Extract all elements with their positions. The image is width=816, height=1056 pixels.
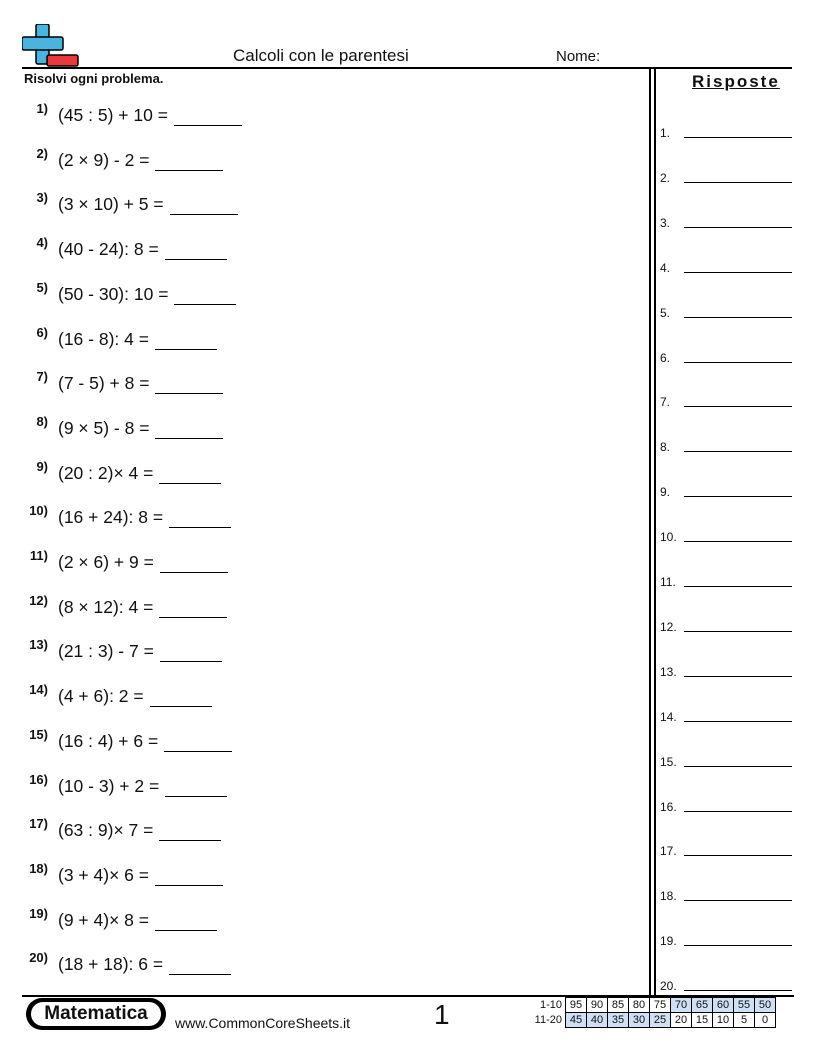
problem-item [20,234,227,260]
answer-row [660,661,792,677]
answer-blank[interactable] [155,375,223,394]
answer-row [660,347,792,363]
instructions: Risolvi ogni problema. [24,71,164,86]
page-title: Calcoli con le parentesi [233,46,409,65]
answer-row [660,122,792,138]
score-cell: 95 [566,998,587,1013]
score-row-label: 1-10 [539,999,562,1011]
answer-line[interactable] [684,137,792,138]
answer-line[interactable] [684,990,792,991]
answer-number: 7. [660,395,671,410]
answer-blank[interactable] [169,956,231,975]
score-row-label: 11-20 [534,1014,562,1026]
answer-number: 14. [660,709,677,724]
answer-row [660,975,792,994]
score-cell: 25 [650,1013,671,1028]
answer-row [660,167,792,183]
score-cell: 5 [734,1013,755,1028]
answer-number: 2. [660,170,671,185]
answer-blank[interactable] [169,509,231,528]
problem-expression: (4 + 6): 2 = [58,686,144,707]
answer-blank[interactable] [160,643,222,662]
answer-line[interactable] [684,900,792,901]
answer-line[interactable] [684,362,792,363]
answer-blank[interactable] [159,465,221,484]
problem-expression: (21 : 3) - 7 = [58,641,154,662]
answer-line[interactable] [684,182,792,183]
problem-expression: (7 - 5) + 8 = [58,373,150,394]
problem-item [20,100,242,126]
answer-line[interactable] [684,811,792,812]
problem-expression: (50 - 30): 10 = [58,283,169,304]
problem-number: 16) [29,771,48,787]
score-cell: 55 [734,998,755,1013]
answer-row [660,526,792,545]
problem-expression: (3 × 10) + 5 = [58,194,164,215]
problem-expression: (20 : 2)× 4 = [58,462,154,483]
answer-row [660,930,792,949]
answer-line[interactable] [684,631,792,632]
brand-badge [26,998,166,1030]
answer-blank[interactable] [150,688,212,707]
problem-number: 11) [29,548,48,563]
answer-number: 10. [660,530,677,545]
answer-blank[interactable] [155,867,223,886]
answer-number: 12. [660,619,677,634]
answer-number: 6. [660,350,671,365]
answer-number: 5. [660,305,671,320]
answer-row [660,391,792,410]
name-label: Nome: [556,48,601,65]
answer-blank[interactable] [159,599,227,618]
problem-item [20,502,231,528]
score-cell: 70 [671,998,692,1013]
score-cell: 0 [755,1013,776,1028]
answer-number: 11. [660,575,676,589]
problem-expression: (45 : 5) + 10 = [58,105,168,125]
problem-number: 3) [36,190,48,206]
problem-item [20,860,223,886]
problem-expression: (2 × 6) + 9 = [58,552,154,572]
answer-blank[interactable] [165,778,227,797]
problem-number: 6) [36,324,48,340]
problem-number: 5) [36,279,48,295]
problem-number: 19) [29,905,48,921]
problem-item [20,905,217,931]
answer-number: 17. [660,844,677,859]
page-number: 1 [434,999,450,1030]
problem-expression: (16 - 8): 4 = [58,328,149,349]
score-cell: 45 [566,1013,587,1028]
problem-expression: (16 : 4) + 6 = [58,730,159,751]
answer-number: 4. [660,260,671,275]
problem-item [20,324,217,350]
problem-item [20,771,227,797]
answer-number: 16. [660,799,677,814]
answer-blank[interactable] [155,331,217,350]
problem-number: 14) [29,682,48,698]
problem-item [20,949,231,975]
problem-item [20,547,228,573]
answer-row [660,885,792,904]
answers-title: Risposte [692,72,780,91]
answer-blank[interactable] [164,733,232,752]
answer-blank[interactable] [155,912,217,931]
problem-number: 10) [29,503,48,519]
answer-line[interactable] [684,406,792,407]
answer-number: 3. [660,215,671,230]
problem-number: 2) [36,145,48,161]
problem-item [20,279,236,305]
answer-row [660,436,792,455]
answer-row [660,840,792,859]
score-row [530,998,776,1013]
problem-number: 18) [29,860,48,876]
score-cell: 65 [692,998,713,1013]
answer-line[interactable] [684,586,792,587]
problem-item [20,592,227,618]
answer-blank[interactable] [174,286,236,305]
problem-item [20,681,212,707]
answer-blank[interactable] [170,196,238,215]
problem-expression: (10 - 3) + 2 = [58,775,160,796]
answer-line[interactable] [684,721,792,722]
score-cell: 85 [608,998,629,1013]
answer-line[interactable] [684,945,792,946]
answer-blank[interactable] [174,107,242,126]
score-cell: 60 [713,998,734,1013]
problem-number: 20) [29,950,48,966]
answer-row [660,706,792,722]
problem-item [20,368,223,394]
answer-blank[interactable] [155,420,223,439]
problem-expression: (16 + 24): 8 = [58,507,164,528]
answer-number: 18. [660,889,677,904]
answer-number: 13. [660,664,677,679]
problem-expression: (40 - 24): 8 = [58,239,159,260]
score-cell: 40 [587,1013,608,1028]
answer-row [660,302,792,318]
problem-number: 9) [36,458,48,474]
score-row [530,1013,776,1028]
problem-item [20,815,221,841]
problem-number: 17) [29,816,48,832]
plus-minus-logo-icon [22,24,80,68]
header-divider [22,67,792,69]
answer-line[interactable] [684,272,792,273]
problem-expression: (8 × 12): 4 = [58,596,154,617]
problem-number: 13) [29,637,48,653]
score-cell: 90 [587,998,608,1013]
brand-label: Matematica [31,1002,161,1026]
problem-number: 1) [36,101,48,116]
problem-item [20,413,223,439]
problem-expression: (2 × 9) - 2 = [58,149,150,170]
answer-row [660,481,792,500]
answer-line[interactable] [684,317,792,318]
answer-number: 20. [660,979,677,994]
score-cell: 20 [671,1013,692,1028]
problem-item [20,145,223,171]
answer-number: 15. [660,754,677,769]
answer-blank[interactable] [160,554,228,573]
answer-row [660,751,792,767]
answer-line[interactable] [684,766,792,767]
column-divider [649,67,651,995]
answer-row [660,212,792,228]
problem-number: 7) [36,369,48,385]
answer-line[interactable] [684,451,792,452]
problem-item [20,458,221,484]
score-cell: 50 [755,998,776,1013]
answer-line[interactable] [684,496,792,497]
column-divider [654,67,656,995]
problem-item [20,636,222,662]
answer-line[interactable] [684,855,792,856]
problem-item [20,726,232,752]
problem-number: 15) [29,726,48,742]
answer-row [660,616,792,632]
answer-line[interactable] [684,227,792,228]
answer-line[interactable] [684,541,792,542]
score-cell: 80 [629,998,650,1013]
answer-blank[interactable] [165,241,227,260]
problem-number: 12) [29,592,48,608]
problem-item [20,189,238,215]
score-cell: 35 [608,1013,629,1028]
score-cell: 30 [629,1013,650,1028]
problem-expression: (63 : 9)× 7 = [58,820,154,841]
problem-expression: (9 + 4)× 8 = [58,909,149,930]
answer-number: 8. [660,440,671,455]
problem-expression: (18 + 18): 6 = [58,954,164,975]
answer-row [660,571,792,587]
score-cell: 10 [713,1013,734,1028]
answer-line[interactable] [684,676,792,677]
score-table [530,997,776,1028]
problem-expression: (9 × 5) - 8 = [58,417,150,438]
answer-number: 19. [660,934,677,949]
answer-blank[interactable] [155,152,223,171]
problem-number: 4) [36,235,48,251]
answer-blank[interactable] [159,822,221,841]
site-url: www.CommonCoreSheets.it [175,1015,351,1031]
answer-row [660,796,792,812]
problem-number: 8) [36,413,48,429]
answer-number: 9. [660,485,671,500]
score-cell: 15 [692,1013,713,1028]
answer-row [660,257,792,273]
answer-number: 1. [660,126,671,140]
score-cell: 75 [650,998,671,1013]
problem-expression: (3 + 4)× 6 = [58,864,149,885]
